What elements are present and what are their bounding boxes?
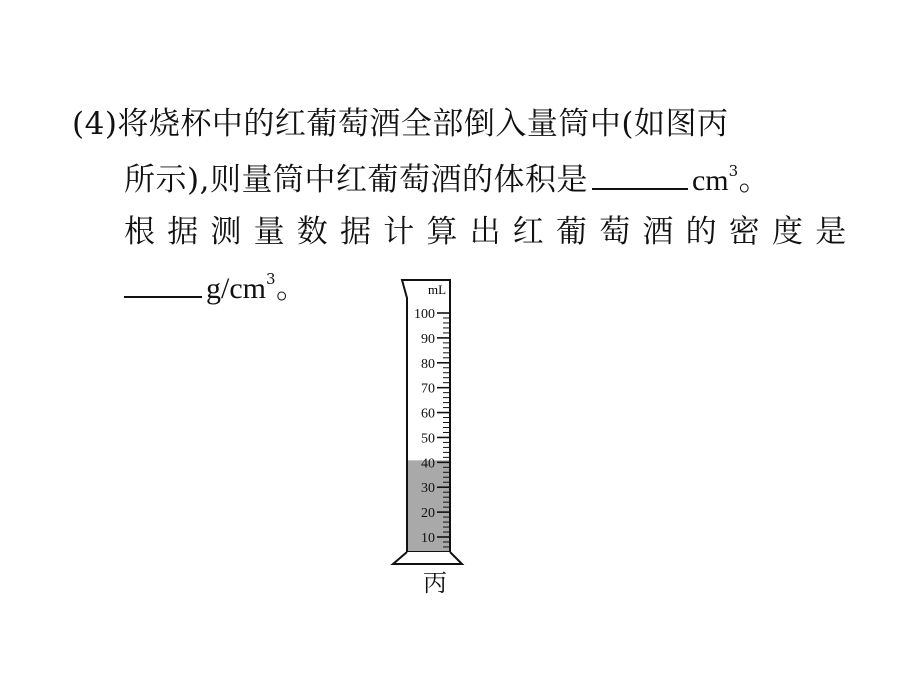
scale-label-70: 70: [421, 381, 435, 397]
figure-caption: 丙: [423, 569, 447, 597]
cylinder-base: [393, 552, 462, 564]
scale-ticks: [437, 313, 450, 547]
end-punctuation: 。: [738, 162, 771, 198]
scale-label-10: 10: [421, 531, 435, 546]
scale-label-90: 90: [421, 331, 435, 347]
scale-label-60: 60: [421, 406, 435, 422]
question-line-3: [124, 212, 858, 252]
scale-label-50: 50: [421, 431, 435, 447]
answer-blank-volume[interactable]: [592, 158, 688, 190]
scale-label-20: 20: [421, 506, 435, 522]
question-line-1: [72, 104, 729, 144]
question-text: 所示),则量筒中红葡萄酒的体积是: [124, 162, 588, 198]
question-line-4: [124, 266, 308, 306]
question-text: (4)将烧杯中的红葡萄酒全部倒入量筒中(如图丙: [72, 106, 729, 142]
scale-label-80: 80: [421, 356, 435, 372]
unit-cm: cm: [691, 164, 729, 197]
question-line-2: [124, 158, 770, 198]
question-text: 根据测量数据计算出红葡萄酒的密度是: [124, 214, 859, 250]
answer-blank-density[interactable]: [124, 266, 202, 298]
unit-exponent: 3: [728, 162, 739, 180]
unit-label-ml: mL: [427, 282, 447, 297]
unit-g-per-cm: g/cm: [206, 272, 266, 305]
unit-exponent: 3: [266, 270, 277, 288]
scale-label-30: 30: [421, 481, 435, 497]
graduated-cylinder: [390, 272, 480, 572]
end-punctuation: 。: [276, 270, 308, 306]
scale-label-100: 100: [414, 307, 435, 322]
scale-label-40: 40: [421, 456, 435, 472]
